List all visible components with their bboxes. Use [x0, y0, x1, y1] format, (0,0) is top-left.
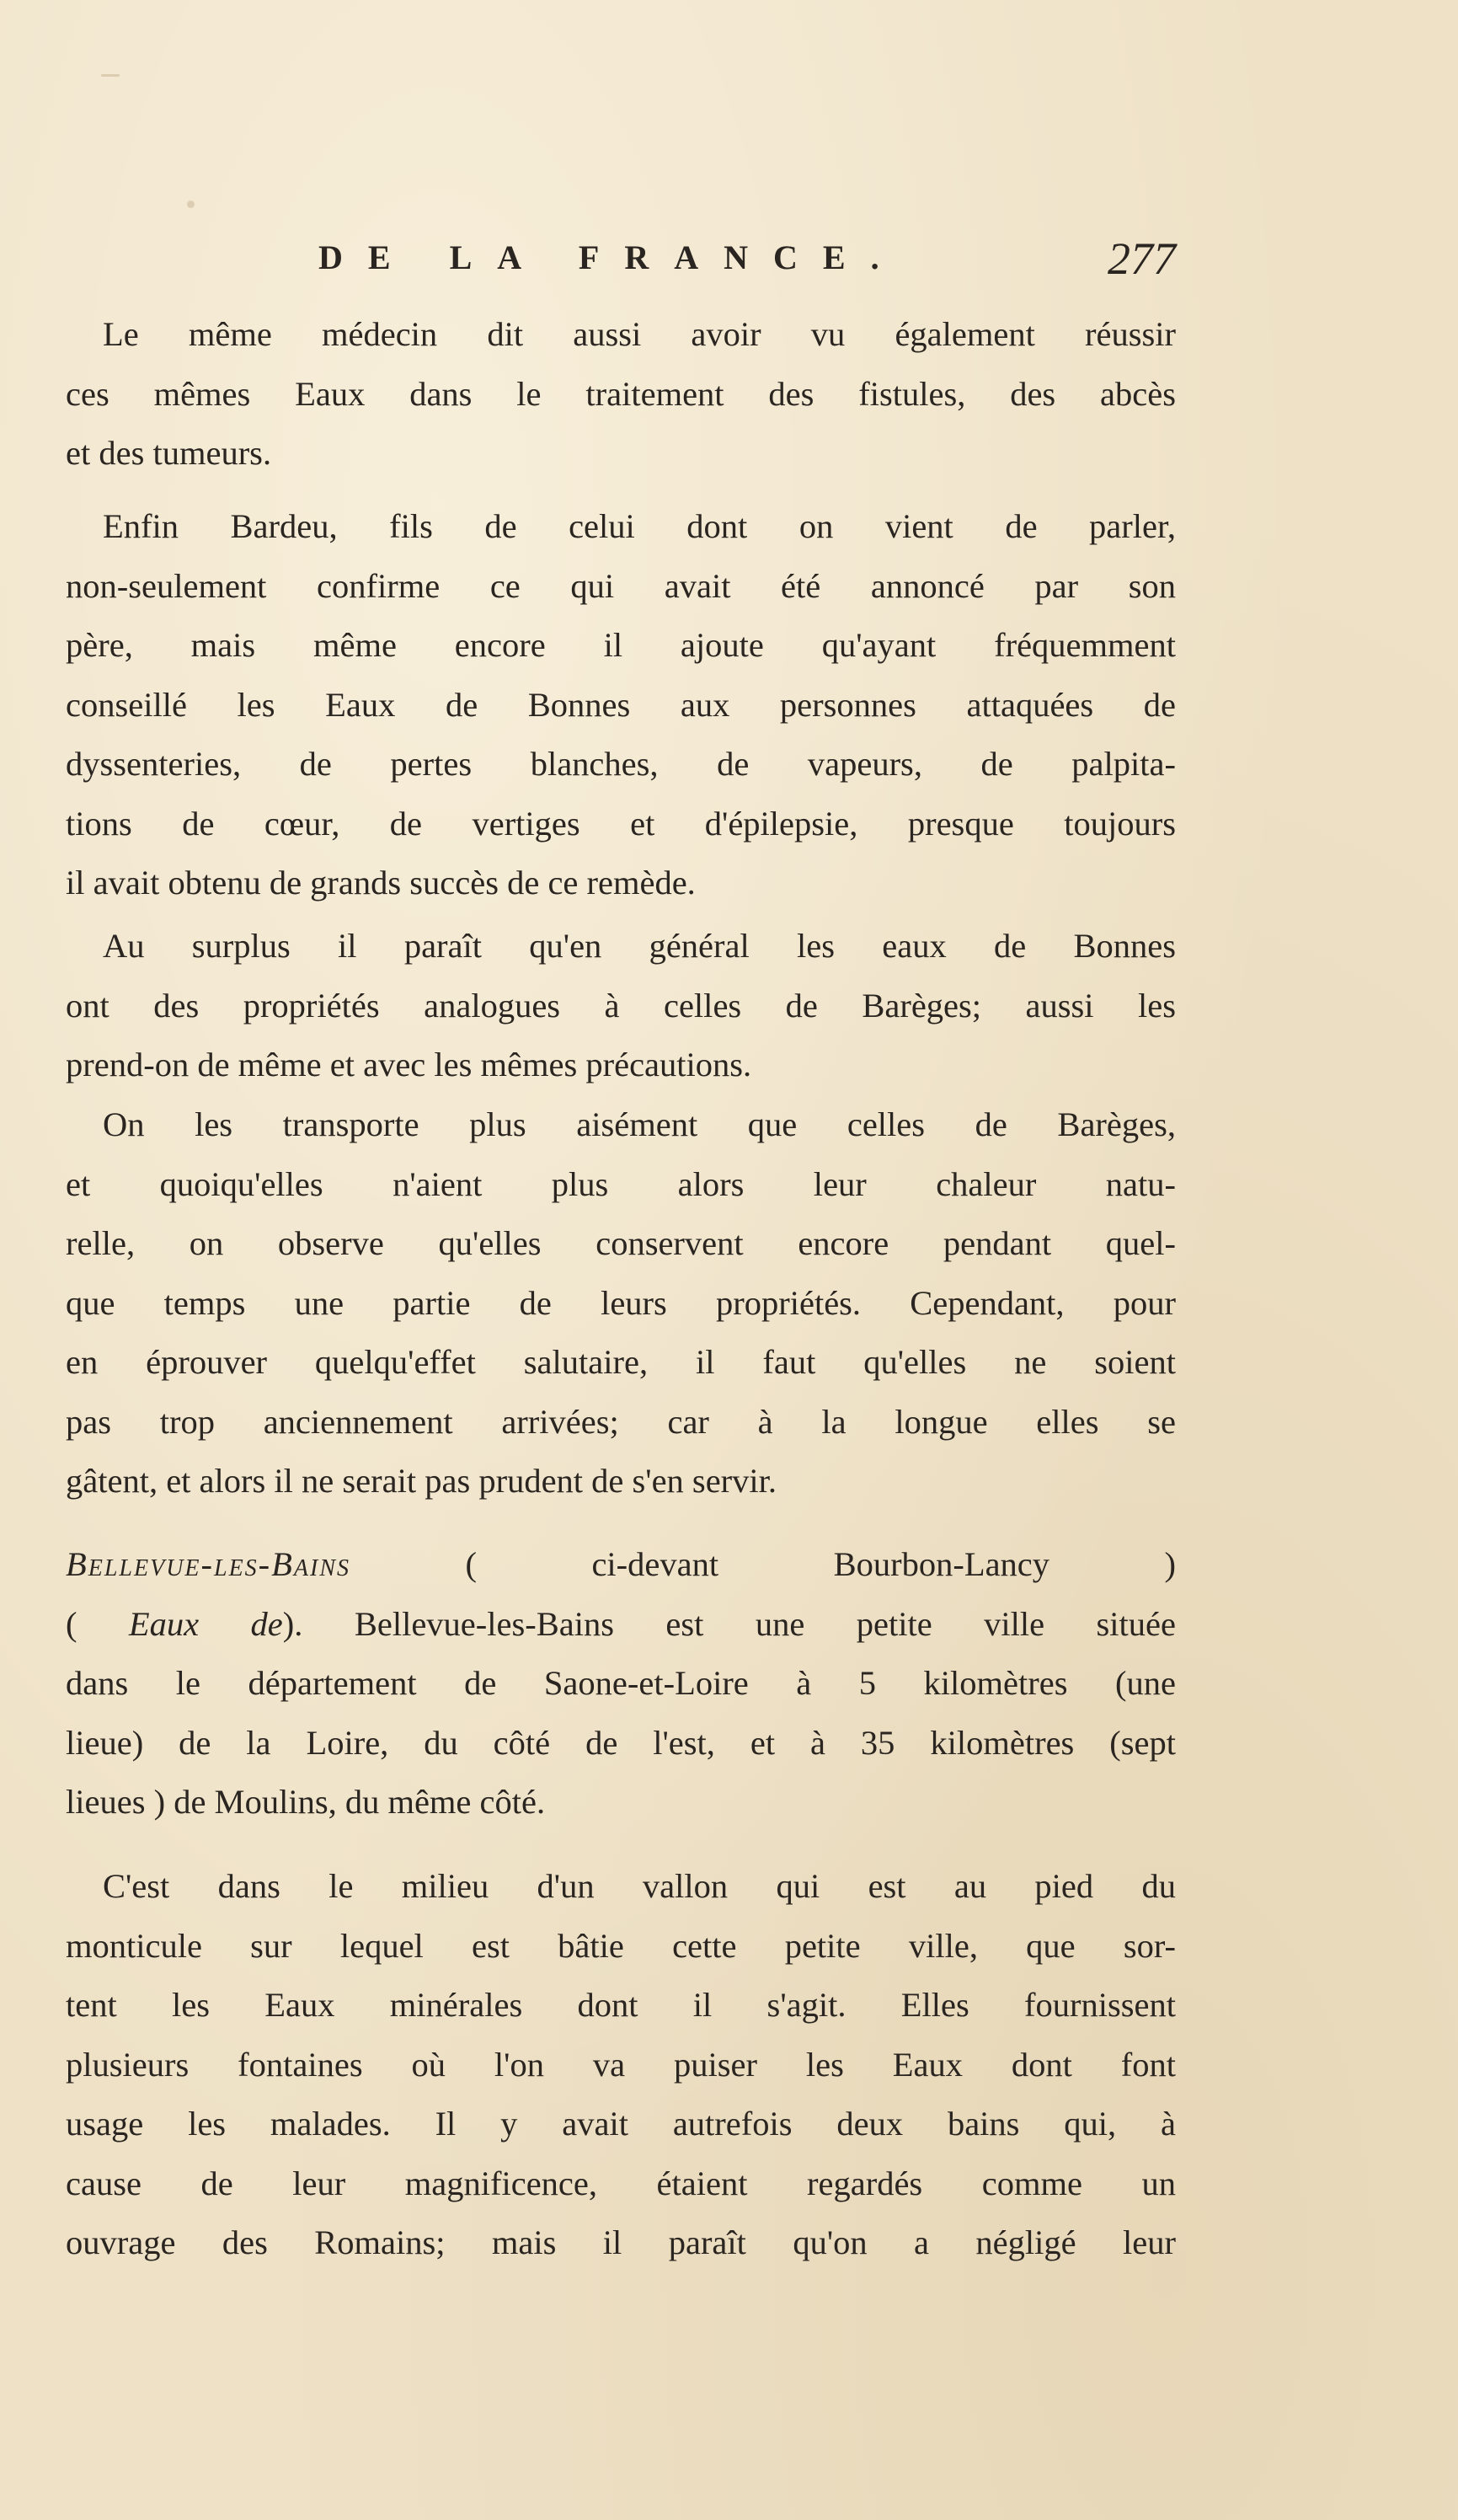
- paper-speck: [187, 201, 195, 208]
- text-line: usage les malades. Il y avait autrefois deux bains qui, à: [66, 2105, 1176, 2143]
- entry-subtitle: Eaux de: [128, 1604, 283, 1643]
- text-line: père, mais même encore il ajoute qu'ayant fréquemment: [66, 626, 1176, 664]
- text-line: [66, 1595, 1176, 1655]
- entry-heading-rest: ( ci-devant Bourbon-Lancy ): [350, 1545, 1176, 1583]
- paragraph: [66, 1095, 1176, 1511]
- page-header: [66, 233, 1176, 288]
- paragraph: [66, 1857, 1176, 2273]
- entry-heading: Bellevue-les-Bains: [66, 1545, 351, 1583]
- text-line: C'est dans le milieu d'un vallon qui est au pied du: [103, 1867, 1176, 1905]
- text-line: ouvrage des Romains; mais il paraît qu'on a négligé leur: [66, 2223, 1176, 2261]
- text-line: et quoiqu'elles n'aient plus alors leur chaleur natu-: [66, 1164, 1176, 1203]
- entry-paragraph: [66, 1535, 1176, 1832]
- page-number: 277: [1108, 233, 1176, 284]
- text-line: et des tumeurs.: [66, 434, 272, 472]
- text-line: lieues ) de Moulins, du même côté.: [66, 1783, 546, 1821]
- paren-open: (: [66, 1604, 129, 1643]
- text-line: ces mêmes Eaux dans le traitement des fistules, des abcès: [66, 374, 1176, 413]
- text-line: Le même médecin dit aussi avoir vu également réussir: [103, 315, 1176, 353]
- text-line: non-seulement confirme ce qui avait été annoncé par son: [66, 566, 1176, 605]
- text-line: monticule sur lequel est bâtie cette petite ville, que sor-: [66, 1926, 1176, 1965]
- text-line: Au surplus il paraît qu'en général les eaux de Bonnes: [103, 927, 1176, 965]
- line-rest: ). Bellevue-les-Bains est une petite ville située: [282, 1604, 1176, 1643]
- text-line: conseillé les Eaux de Bonnes aux personnes attaquées de: [66, 685, 1176, 724]
- text-line: lieue) de la Loire, du côté de l'est, et à 35 kilomètres (sept: [66, 1723, 1176, 1762]
- paper-speck: [101, 74, 120, 77]
- text-line: dans le département de Saone-et-Loire à 5 kilomètres (une: [66, 1664, 1176, 1702]
- paragraph: [66, 917, 1176, 1095]
- text-line: tions de cœur, de vertiges et d'épilepsie, presque toujours: [66, 804, 1176, 843]
- text-line: en éprouver quelqu'effet salutaire, il faut qu'elles ne soient: [66, 1343, 1176, 1381]
- text-line: il avait obtenu de grands succès de ce remède.: [66, 864, 696, 902]
- text-line: On les transporte plus aisément que celles de Barèges,: [103, 1105, 1176, 1143]
- text-line: pas trop anciennement arrivées; car à la longue elles se: [66, 1402, 1176, 1441]
- text-line: cause de leur magnificence, étaient regardés comme un: [66, 2164, 1176, 2202]
- text-line: que temps une partie de leurs propriétés. Cependant, pour: [66, 1283, 1176, 1322]
- paragraph: [66, 305, 1176, 484]
- text-line: relle, on observe qu'elles conservent encore pendant quel-: [66, 1224, 1176, 1262]
- text-line: Enfin Bardeu, fils de celui dont on vient de parler,: [103, 507, 1176, 545]
- running-title: DE LA FRANCE.: [318, 238, 905, 276]
- text-line: plusieurs fontaines où l'on va puiser les Eaux dont font: [66, 2045, 1176, 2084]
- paragraph: [66, 497, 1176, 913]
- text-line: gâtent, et alors il ne serait pas prudent de s'en servir.: [66, 1462, 777, 1500]
- entry-heading-line: [66, 1535, 1176, 1595]
- text-line: tent les Eaux minérales dont il s'agit. Elles fournissent: [66, 1986, 1176, 2024]
- text-line: dyssenteries, de pertes blanches, de vapeurs, de palpita-: [66, 745, 1176, 783]
- text-line: ont des propriétés analogues à celles de Barèges; aussi les: [66, 986, 1176, 1025]
- text-line: prend-on de même et avec les mêmes précautions.: [66, 1046, 752, 1083]
